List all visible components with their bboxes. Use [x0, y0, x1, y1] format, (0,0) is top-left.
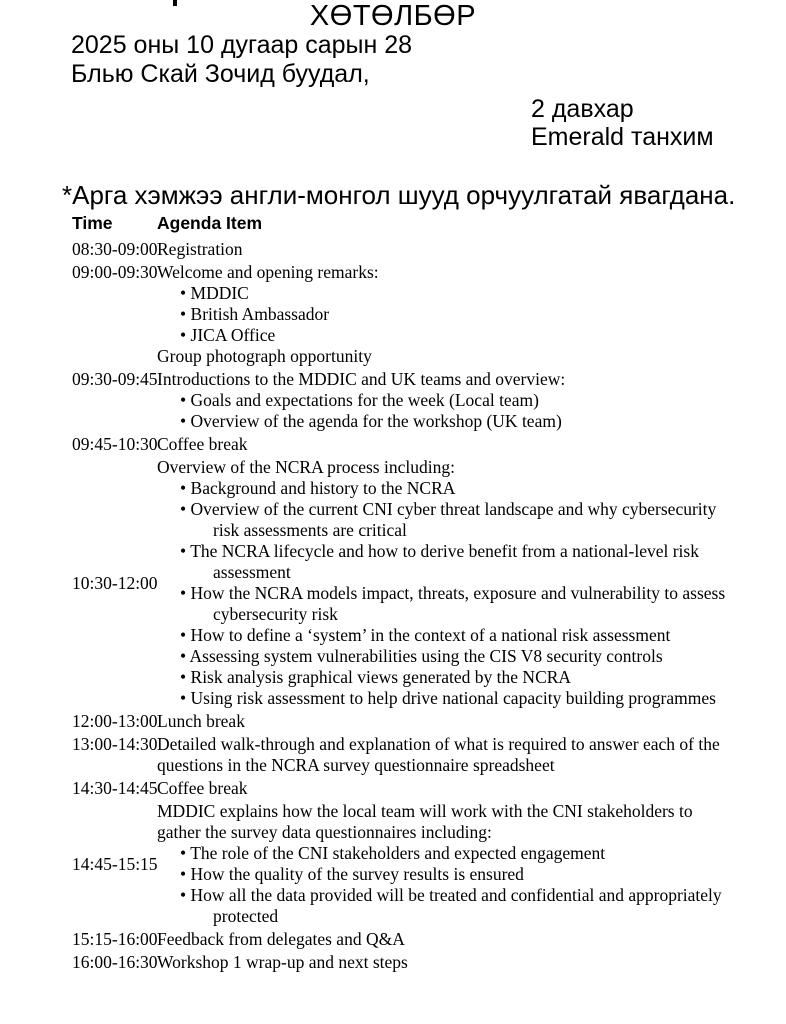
agenda-bullet-item: • Using risk assessment to help drive national capacity building programmes: [180, 688, 716, 708]
agenda-time: 14:45-15:15: [72, 853, 158, 874]
agenda-time: 09:30-09:45: [72, 369, 158, 389]
bullet-icon: •: [180, 843, 191, 863]
column-header-agenda-item: Agenda Item: [157, 213, 263, 233]
bullet-icon: •: [180, 667, 191, 687]
agenda-time: 09:45-10:30: [72, 434, 158, 454]
bullet-icon: •: [180, 646, 190, 666]
agenda-time: 08:30-09:00: [72, 239, 158, 259]
agenda-bullet-item: • How the quality of the survey results is ensured: [180, 864, 524, 884]
agenda-bullet-item: • Assessing system vulnerabilities using the CIS V8 security controls: [180, 646, 663, 666]
agenda-content: [157, 952, 727, 973]
agenda-content: [157, 369, 727, 432]
bullet-icon: •: [180, 583, 191, 603]
agenda-row: [72, 711, 727, 732]
agenda-content: [157, 457, 727, 709]
agenda-content: [157, 711, 727, 732]
agenda-bullet-item: • Overview of the current CNI cyber threat landscape and why cybersecurity risk assessments are critical: [180, 499, 717, 540]
agenda-bullet-item: • The NCRA lifecycle and how to derive benefit from a national-level risk assessment: [180, 541, 699, 582]
agenda-bullet-item: • Overview of the agenda for the workshop (UK team): [180, 411, 562, 431]
agenda-text-line: Introductions to the MDDIC and UK teams and overview:: [157, 369, 566, 389]
agenda-text-line: Group photograph opportunity: [157, 346, 372, 366]
agenda-content: [157, 262, 727, 367]
agenda-time: 14:30-14:45: [72, 778, 158, 798]
bullet-icon: •: [180, 304, 191, 324]
document-title: ХӨТӨЛБӨР: [309, 0, 477, 32]
agenda-content: [157, 778, 727, 799]
agenda-text-line: Lunch break: [157, 711, 245, 731]
bullet-icon: •: [180, 541, 191, 561]
bullet-icon: •: [180, 411, 191, 431]
bullet-icon: •: [180, 864, 191, 884]
agenda-content: [157, 434, 727, 455]
agenda-bullet-item: • Background and history to the NCRA: [180, 478, 456, 498]
agenda-bullet-item: • MDDIC: [180, 283, 249, 303]
agenda-bullet-item: • JICA Office: [180, 325, 276, 345]
venue-room: Emerald танхим: [531, 123, 714, 151]
agenda-text-line: Coffee break: [157, 434, 248, 454]
agenda-bullet-item: • British Ambassador: [180, 304, 330, 324]
bullet-icon: •: [180, 688, 191, 708]
agenda-row: [72, 952, 727, 973]
agenda-content: [157, 801, 727, 927]
agenda-row: [72, 778, 727, 799]
agenda-rows: [72, 239, 727, 973]
agenda-text-line: Detailed walk-through and explanation of what is required to answer each of the questions in the NCRA survey questionnaire spreadsheet: [157, 734, 720, 775]
agenda-time: 16:00-16:30: [72, 952, 158, 972]
agenda-content: [157, 239, 727, 260]
agenda-row: [72, 801, 727, 927]
agenda-text-line: Registration: [157, 239, 243, 259]
agenda-table: [72, 213, 727, 975]
agenda-time: 13:00-14:30: [72, 734, 158, 754]
agenda-bullet-item: • The role of the CNI stakeholders and expected engagement: [180, 843, 606, 863]
agenda-bullet-item: • How to define a ‘system’ in the context of a national risk assessment: [180, 625, 671, 645]
agenda-table-header: [72, 213, 727, 234]
agenda-content: [157, 734, 727, 776]
bullet-icon: •: [180, 283, 191, 303]
bullet-icon: •: [180, 499, 191, 519]
bullet-icon: •: [180, 478, 191, 498]
bullet-icon: •: [180, 390, 191, 410]
column-header-time: Time: [72, 213, 113, 233]
agenda-bullet-item: • How all the data provided will be treated and confidential and appropriately protected: [180, 885, 722, 926]
bullet-icon: •: [180, 325, 191, 345]
agenda-time: 12:00-13:00: [72, 711, 158, 731]
agenda-bullet-item: • How the NCRA models impact, threats, exposure and vulnerability to assess cybersecurity risk: [180, 583, 726, 624]
agenda-row: [72, 369, 727, 432]
agenda-bullet-item: • Goals and expectations for the week (Local team): [180, 390, 539, 410]
translation-note: *Арга хэмжээ англи-монгол шууд орчуулгатай явагдана.: [62, 180, 736, 210]
agenda-row: [72, 262, 727, 367]
agenda-text-line: Workshop 1 wrap-up and next steps: [157, 952, 408, 972]
agenda-row: [72, 734, 727, 776]
agenda-row: [72, 239, 727, 260]
agenda-text-line: MDDIC explains how the local team will work with the CNI stakeholders to gather the survey data questionnaires including:: [157, 801, 693, 842]
agenda-text-line: Welcome and opening remarks:: [157, 262, 379, 282]
event-date: 2025 оны 10 дугаар сарын 28: [71, 31, 413, 59]
agenda-time: 09:00-09:30: [72, 262, 158, 282]
agenda-time: 15:15-16:00: [72, 929, 158, 949]
location-block: [531, 95, 714, 151]
agenda-text-line: Feedback from delegates and Q&A: [157, 929, 405, 949]
agenda-row: [72, 434, 727, 455]
agenda-row: [72, 929, 727, 950]
bullet-icon: •: [180, 885, 191, 905]
agenda-bullet-item: • Risk analysis graphical views generated by the NCRA: [180, 667, 572, 687]
venue-name: Блью Скай Зочид буудал,: [71, 60, 370, 88]
agenda-time: 10:30-12:00: [72, 572, 158, 593]
agenda-content: [157, 929, 727, 950]
agenda-text-line: Overview of the NCRA process including:: [157, 457, 455, 477]
bullet-icon: •: [180, 625, 191, 645]
agenda-row: [72, 457, 727, 709]
agenda-text-line: Coffee break: [157, 778, 248, 798]
venue-floor: 2 давхар: [531, 95, 634, 123]
